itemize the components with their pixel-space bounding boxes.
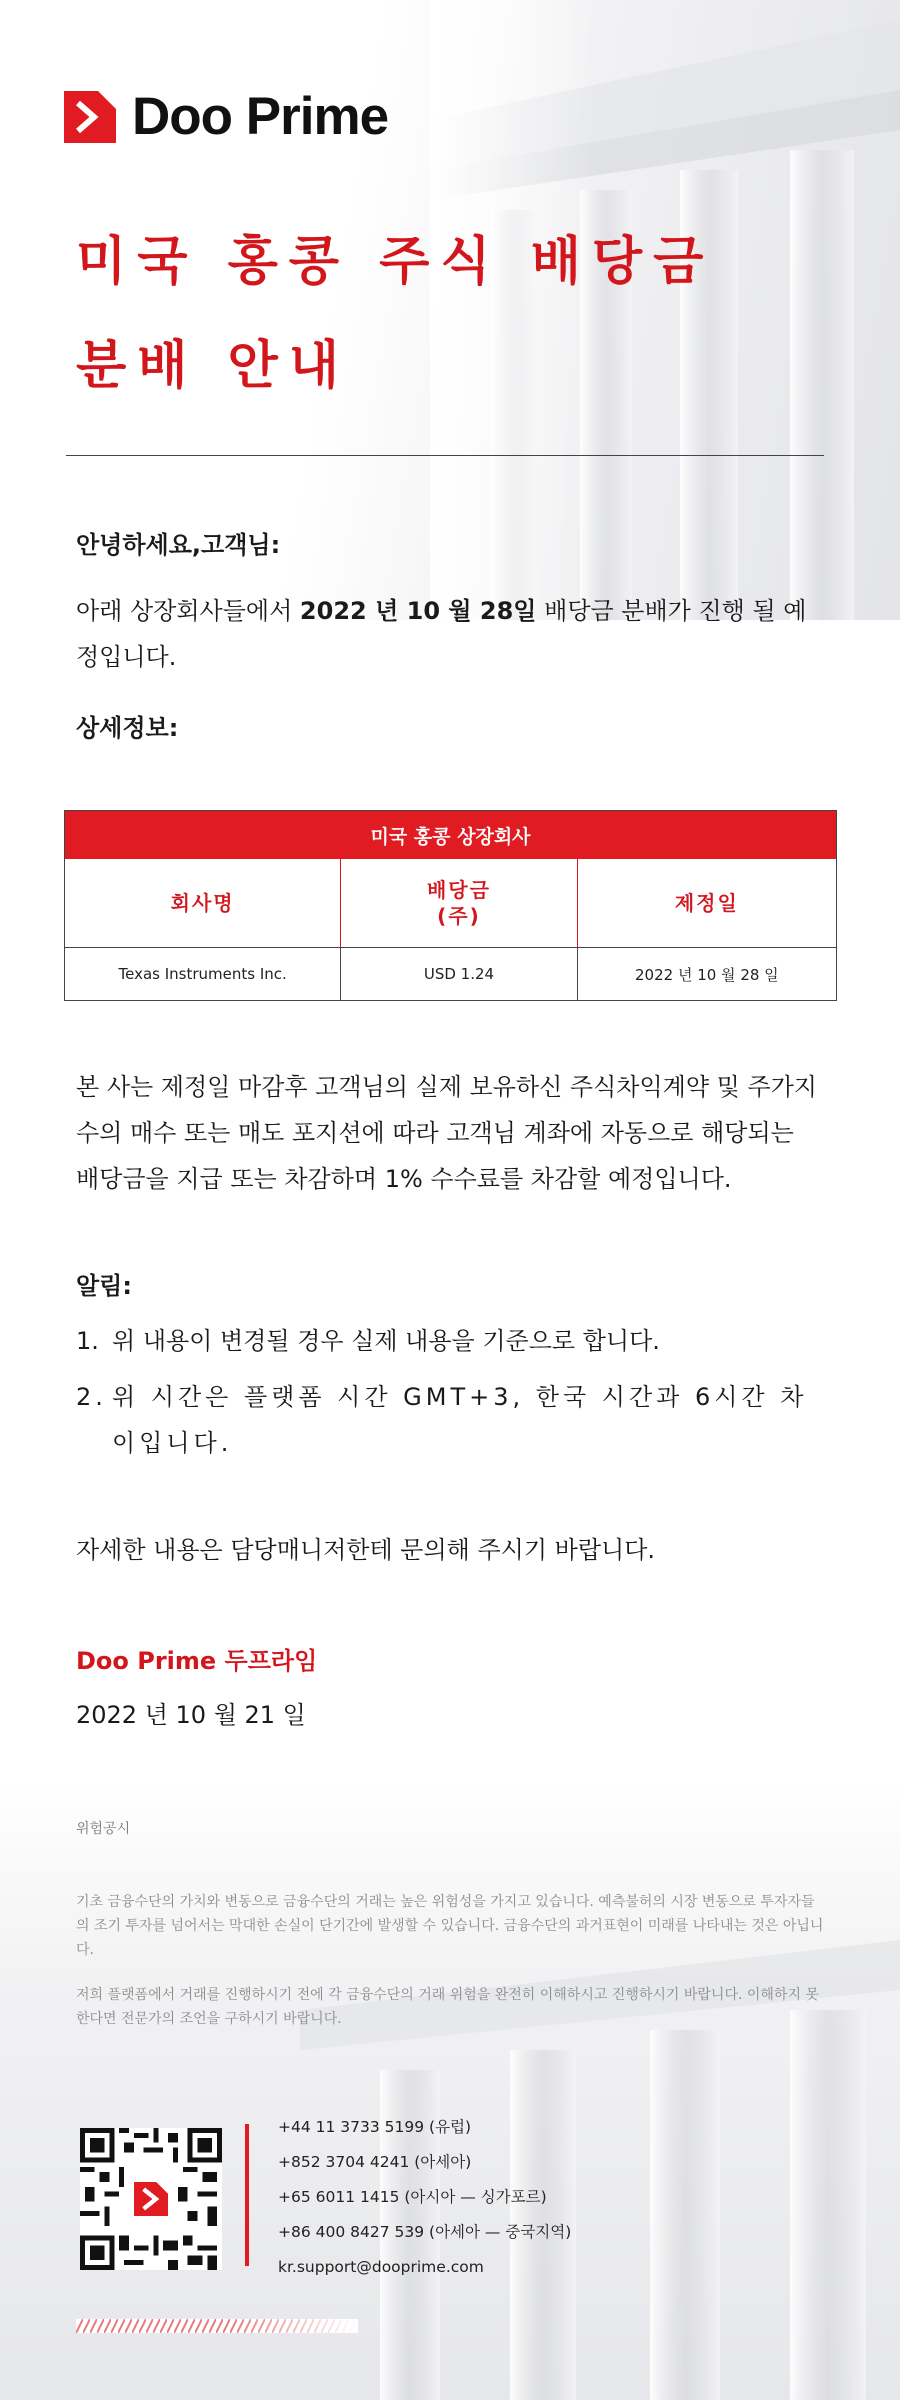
contact-phone-china: +86 400 8427 539 (아세아 — 중국지역) [278,2223,572,2241]
page-title-line-2: 분배 안내 [76,336,351,396]
risk-disclosure-paragraph-1: 기초 금융수단의 가치와 변동으로 금융수단의 거래는 높은 위험성을 가지고 있습니다. 예측불허의 시장 변동으로 투자자들의 조기 투자를 넘어서는 막대한 손실이 단기간에 발생할 수 있습니다. 금융수단의 과거표현이 미래를 나타내는 것은 아닙니다. [76,1894,824,1958]
page-title-line-1: 미국 홍콩 주식 배당금 [76,232,715,292]
cell-dividend: USD 1.24 [341,948,577,1000]
column-header-dividend-line-1: 배당금 [426,878,491,902]
contact-email: kr.support@dooprime.com [278,2258,484,2276]
contact-phone-asia: +852 3704 4241 (아세아) [278,2153,472,2171]
column-header-ex-date: 제정일 [674,891,739,915]
notice-item-text: 위 내용이 변경될 경우 실제 내용을 기준으로 합니다. [112,1327,660,1355]
brand-logo [64,86,388,147]
letter-date: 2022 년 10 월 21 일 [76,1701,306,1729]
table-row [65,948,836,1000]
dividend-table [64,810,837,1001]
brand-name: Doo Prime [132,87,389,146]
intro-text-after: 배당금 분배가 진행 될 예정입니다. [76,597,807,671]
notice-item [76,1318,824,1364]
intro-paragraph [76,588,824,680]
notice-item-number: 1. [76,1327,99,1355]
risk-disclosure-title: 위험공시 [76,1821,131,1837]
contact-list [278,2110,571,2285]
title-divider [66,455,824,456]
doo-prime-logo-icon [64,91,116,143]
cell-company: Texas Instruments Inc. [65,948,341,1000]
notice-item-number: 2. [76,1383,107,1411]
settlement-paragraph: 본 사는 제정일 마감후 고객님의 실제 보유하신 주식차익계약 및 주가지수의 매수 또는 매도 포지션에 따라 고객님 계좌에 자동으로 해당되는 배당금을 지급 또는 차감하며 1% 수수료를 차감할 예정입니다. [76,1073,817,1193]
column-header-company: 회사명 [65,859,341,947]
table-column-headers [65,859,836,948]
contact-phone-europe: +44 11 3733 5199 (유럽) [278,2118,472,2136]
notice-item [76,1374,824,1466]
column-header-dividend-line-2: (주) [437,904,481,928]
column-header-dividend [341,859,577,947]
signature: Doo Prime 두프라임 [76,1647,318,1675]
table-header: 미국 홍콩 상장회사 [65,811,836,859]
notice-item-text: 위 시간은 플랫폼 시간 GMT+3, 한국 시간과 6시간 차이입니다. [112,1383,808,1457]
cell-ex-date: 2022 년 10 월 28 일 [635,965,779,984]
notice-label: 알림: [76,1272,132,1300]
greeting: 안녕하세요,고객님: [76,531,281,559]
closing-text: 자세한 내용은 담당매니저한테 문의해 주시기 바랍니다. [76,1536,656,1564]
decorative-stripe [76,2318,358,2332]
intro-date: 2022 년 10 월 28일 [299,597,537,625]
intro-text-before: 아래 상장회사들에서 [76,597,300,625]
contact-phone-singapore: +65 6011 1415 (아시아 — 싱가포르) [278,2188,547,2206]
risk-disclosure-paragraph-2: 저희 플랫폼에서 거래를 진행하시기 전에 각 금융수단의 거래 위험을 완전히 이해하시고 진행하시기 바랍니다. 이해하지 못한다면 전문가의 조언을 구하시기 바랍니다. [76,1987,819,2027]
details-label: 상세정보: [76,714,179,742]
contact-divider [245,2124,249,2266]
qr-code-icon [80,2128,222,2270]
